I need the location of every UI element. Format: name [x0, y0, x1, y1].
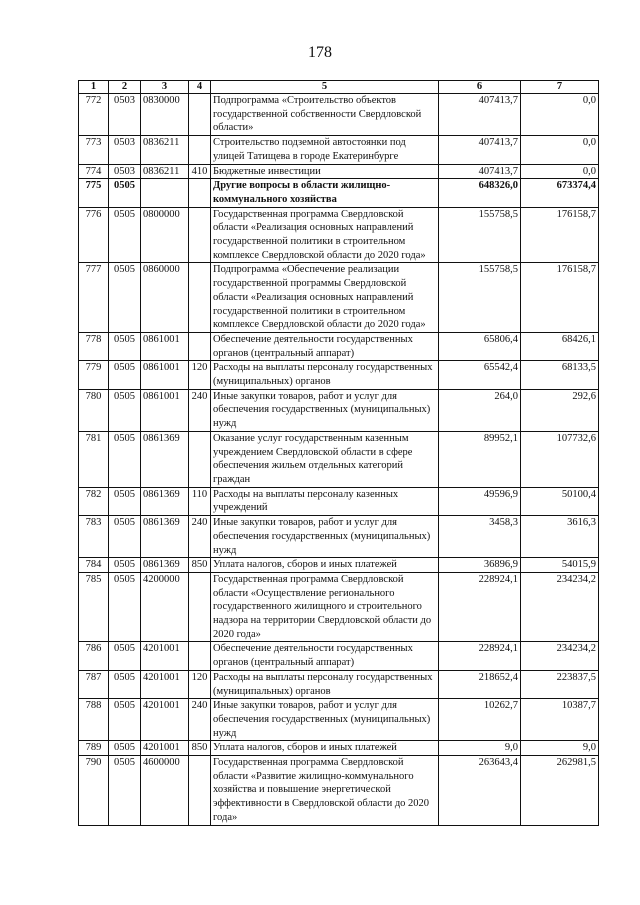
expense-kind-cell: 110 [189, 487, 211, 515]
amount-col7-cell: 107732,6 [521, 431, 599, 487]
table-row [79, 94, 599, 136]
section-code-cell: 0505 [109, 431, 141, 487]
amount-col6-cell: 263643,4 [439, 756, 521, 826]
amount-col7-cell: 292,6 [521, 389, 599, 431]
amount-col6-cell: 407413,7 [439, 94, 521, 136]
target-code-cell: 4201001 [141, 699, 189, 741]
amount-col7-cell: 234234,2 [521, 642, 599, 670]
amount-col7-cell: 68133,5 [521, 361, 599, 389]
row-number-cell: 783 [79, 516, 109, 558]
expense-kind-cell [189, 572, 211, 642]
section-code-cell: 0505 [109, 487, 141, 515]
page-number: 178 [308, 44, 332, 61]
section-code-cell: 0505 [109, 642, 141, 670]
target-code-cell: 0861369 [141, 516, 189, 558]
table-row [79, 487, 599, 515]
target-code-cell: 0861001 [141, 332, 189, 360]
column-header: 7 [521, 81, 599, 94]
target-code-cell: 0861369 [141, 487, 189, 515]
target-code-cell [141, 179, 189, 207]
amount-col7-cell: 234234,2 [521, 572, 599, 642]
amount-col7-cell: 262981,5 [521, 756, 599, 826]
row-number-cell: 790 [79, 756, 109, 826]
section-code-cell: 0505 [109, 332, 141, 360]
target-code-cell: 0861001 [141, 361, 189, 389]
amount-col7-cell: 3616,3 [521, 516, 599, 558]
amount-col6-cell: 155758,5 [439, 263, 521, 333]
section-code-cell: 0505 [109, 756, 141, 826]
amount-col6-cell: 648326,0 [439, 179, 521, 207]
table-row [79, 558, 599, 573]
table-row [79, 642, 599, 670]
expense-kind-cell [189, 207, 211, 263]
item-name-cell: Государственная программа Свердловской области «Реализация основных направлений государственной политики в строительном комплексе Свердловской области до 2020 года» [211, 207, 439, 263]
item-name-cell: Иные закупки товаров, работ и услуг для обеспечения государственных (муниципальных) нужд [211, 389, 439, 431]
row-number-cell: 786 [79, 642, 109, 670]
expense-kind-cell: 850 [189, 558, 211, 573]
section-code-cell: 0505 [109, 670, 141, 698]
expense-kind-cell [189, 136, 211, 164]
amount-col7-cell: 0,0 [521, 164, 599, 179]
amount-col6-cell: 264,0 [439, 389, 521, 431]
table-row [79, 207, 599, 263]
amount-col6-cell: 9,0 [439, 741, 521, 756]
expense-kind-cell [189, 332, 211, 360]
amount-col6-cell: 10262,7 [439, 699, 521, 741]
table-row [79, 164, 599, 179]
expense-kind-cell [189, 431, 211, 487]
item-name-cell: Обеспечение деятельности государственных органов (центральный аппарат) [211, 332, 439, 360]
section-code-cell: 0503 [109, 94, 141, 136]
target-code-cell: 4201001 [141, 741, 189, 756]
row-number-cell: 785 [79, 572, 109, 642]
column-header: 5 [211, 81, 439, 94]
expense-kind-cell [189, 179, 211, 207]
row-number-cell: 778 [79, 332, 109, 360]
target-code-cell: 0861001 [141, 389, 189, 431]
column-header: 6 [439, 81, 521, 94]
target-code-cell: 4201001 [141, 670, 189, 698]
table-row [79, 756, 599, 826]
amount-col7-cell: 673374,4 [521, 179, 599, 207]
table-row [79, 431, 599, 487]
amount-col7-cell: 9,0 [521, 741, 599, 756]
target-code-cell: 0860000 [141, 263, 189, 333]
item-name-cell: Строительство подземной автостоянки под улицей Татищева в городе Екатеринбурге [211, 136, 439, 164]
table-row [79, 389, 599, 431]
row-number-cell: 779 [79, 361, 109, 389]
row-number-cell: 781 [79, 431, 109, 487]
item-name-cell: Иные закупки товаров, работ и услуг для обеспечения государственных (муниципальных) нужд [211, 699, 439, 741]
amount-col6-cell: 49596,9 [439, 487, 521, 515]
item-name-cell: Государственная программа Свердловской области «Осуществление регионального государственного жилищного и строительного надзора на территории Свердловской области до 2020 года» [211, 572, 439, 642]
column-header: 2 [109, 81, 141, 94]
amount-col6-cell: 36896,9 [439, 558, 521, 573]
item-name-cell: Другие вопросы в области жилищно-коммунального хозяйства [211, 179, 439, 207]
row-number-cell: 775 [79, 179, 109, 207]
amount-col6-cell: 407413,7 [439, 136, 521, 164]
target-code-cell: 4201001 [141, 642, 189, 670]
section-code-cell: 0505 [109, 516, 141, 558]
table-row [79, 179, 599, 207]
target-code-cell: 4200000 [141, 572, 189, 642]
row-number-cell: 780 [79, 389, 109, 431]
table-row [79, 263, 599, 333]
section-code-cell: 0505 [109, 207, 141, 263]
expense-kind-cell: 120 [189, 670, 211, 698]
item-name-cell: Подпрограмма «Обеспечение реализации государственной программы Свердловской области «Реализация основных направлений государственной политики в строительном комплексе Свердловской области до 2020 года» [211, 263, 439, 333]
item-name-cell: Оказание услуг государственным казенным учреждением Свердловской области в сфере обеспечения жильем отдельных категорий граждан [211, 431, 439, 487]
section-code-cell: 0503 [109, 136, 141, 164]
target-code-cell: 0836211 [141, 164, 189, 179]
amount-col6-cell: 228924,1 [439, 572, 521, 642]
table-row [79, 332, 599, 360]
expense-kind-cell [189, 642, 211, 670]
column-header: 3 [141, 81, 189, 94]
item-name-cell: Обеспечение деятельности государственных органов (центральный аппарат) [211, 642, 439, 670]
row-number-cell: 787 [79, 670, 109, 698]
section-code-cell: 0505 [109, 361, 141, 389]
item-name-cell: Бюджетные инвестиции [211, 164, 439, 179]
item-name-cell: Расходы на выплаты персоналу государственных (муниципальных) органов [211, 361, 439, 389]
target-code-cell: 0800000 [141, 207, 189, 263]
row-number-cell: 784 [79, 558, 109, 573]
amount-col7-cell: 50100,4 [521, 487, 599, 515]
table-row [79, 136, 599, 164]
column-header: 4 [189, 81, 211, 94]
item-name-cell: Расходы на выплаты персоналу казенных учреждений [211, 487, 439, 515]
amount-col7-cell: 176158,7 [521, 207, 599, 263]
expense-kind-cell: 240 [189, 389, 211, 431]
expense-kind-cell: 850 [189, 741, 211, 756]
section-code-cell: 0505 [109, 179, 141, 207]
target-code-cell: 0861369 [141, 558, 189, 573]
table-header-row [79, 81, 599, 94]
amount-col6-cell: 3458,3 [439, 516, 521, 558]
amount-col6-cell: 228924,1 [439, 642, 521, 670]
section-code-cell: 0505 [109, 572, 141, 642]
expense-kind-cell [189, 263, 211, 333]
section-code-cell: 0505 [109, 741, 141, 756]
expense-kind-cell [189, 94, 211, 136]
amount-col7-cell: 0,0 [521, 94, 599, 136]
section-code-cell: 0505 [109, 558, 141, 573]
expense-kind-cell [189, 756, 211, 826]
budget-table [78, 80, 599, 826]
amount-col7-cell: 0,0 [521, 136, 599, 164]
expense-kind-cell: 410 [189, 164, 211, 179]
amount-col6-cell: 65806,4 [439, 332, 521, 360]
item-name-cell: Уплата налогов, сборов и иных платежей [211, 558, 439, 573]
item-name-cell: Уплата налогов, сборов и иных платежей [211, 741, 439, 756]
table-row [79, 361, 599, 389]
amount-col6-cell: 155758,5 [439, 207, 521, 263]
amount-col6-cell: 407413,7 [439, 164, 521, 179]
row-number-cell: 777 [79, 263, 109, 333]
amount-col6-cell: 65542,4 [439, 361, 521, 389]
row-number-cell: 772 [79, 94, 109, 136]
amount-col6-cell: 218652,4 [439, 670, 521, 698]
amount-col7-cell: 223837,5 [521, 670, 599, 698]
target-code-cell: 0830000 [141, 94, 189, 136]
row-number-cell: 782 [79, 487, 109, 515]
section-code-cell: 0505 [109, 699, 141, 741]
target-code-cell: 0836211 [141, 136, 189, 164]
row-number-cell: 776 [79, 207, 109, 263]
amount-col7-cell: 10387,7 [521, 699, 599, 741]
item-name-cell: Государственная программа Свердловской области «Развитие жилищно-коммунального хозяйства и повышение энергетической эффективности в Свердловской области до 2020 года» [211, 756, 439, 826]
amount-col7-cell: 68426,1 [521, 332, 599, 360]
target-code-cell: 0861369 [141, 431, 189, 487]
section-code-cell: 0505 [109, 263, 141, 333]
expense-kind-cell: 240 [189, 699, 211, 741]
column-header: 1 [79, 81, 109, 94]
table-row [79, 516, 599, 558]
amount-col7-cell: 54015,9 [521, 558, 599, 573]
expense-kind-cell: 120 [189, 361, 211, 389]
table-row [79, 670, 599, 698]
row-number-cell: 774 [79, 164, 109, 179]
expense-kind-cell: 240 [189, 516, 211, 558]
item-name-cell: Иные закупки товаров, работ и услуг для обеспечения государственных (муниципальных) нужд [211, 516, 439, 558]
row-number-cell: 788 [79, 699, 109, 741]
table-row [79, 741, 599, 756]
item-name-cell: Подпрограмма «Строительство объектов государственной собственности Свердловской области» [211, 94, 439, 136]
table-row [79, 699, 599, 741]
section-code-cell: 0503 [109, 164, 141, 179]
row-number-cell: 789 [79, 741, 109, 756]
table-row [79, 572, 599, 642]
target-code-cell: 4600000 [141, 756, 189, 826]
item-name-cell: Расходы на выплаты персоналу государственных (муниципальных) органов [211, 670, 439, 698]
amount-col7-cell: 176158,7 [521, 263, 599, 333]
amount-col6-cell: 89952,1 [439, 431, 521, 487]
row-number-cell: 773 [79, 136, 109, 164]
section-code-cell: 0505 [109, 389, 141, 431]
